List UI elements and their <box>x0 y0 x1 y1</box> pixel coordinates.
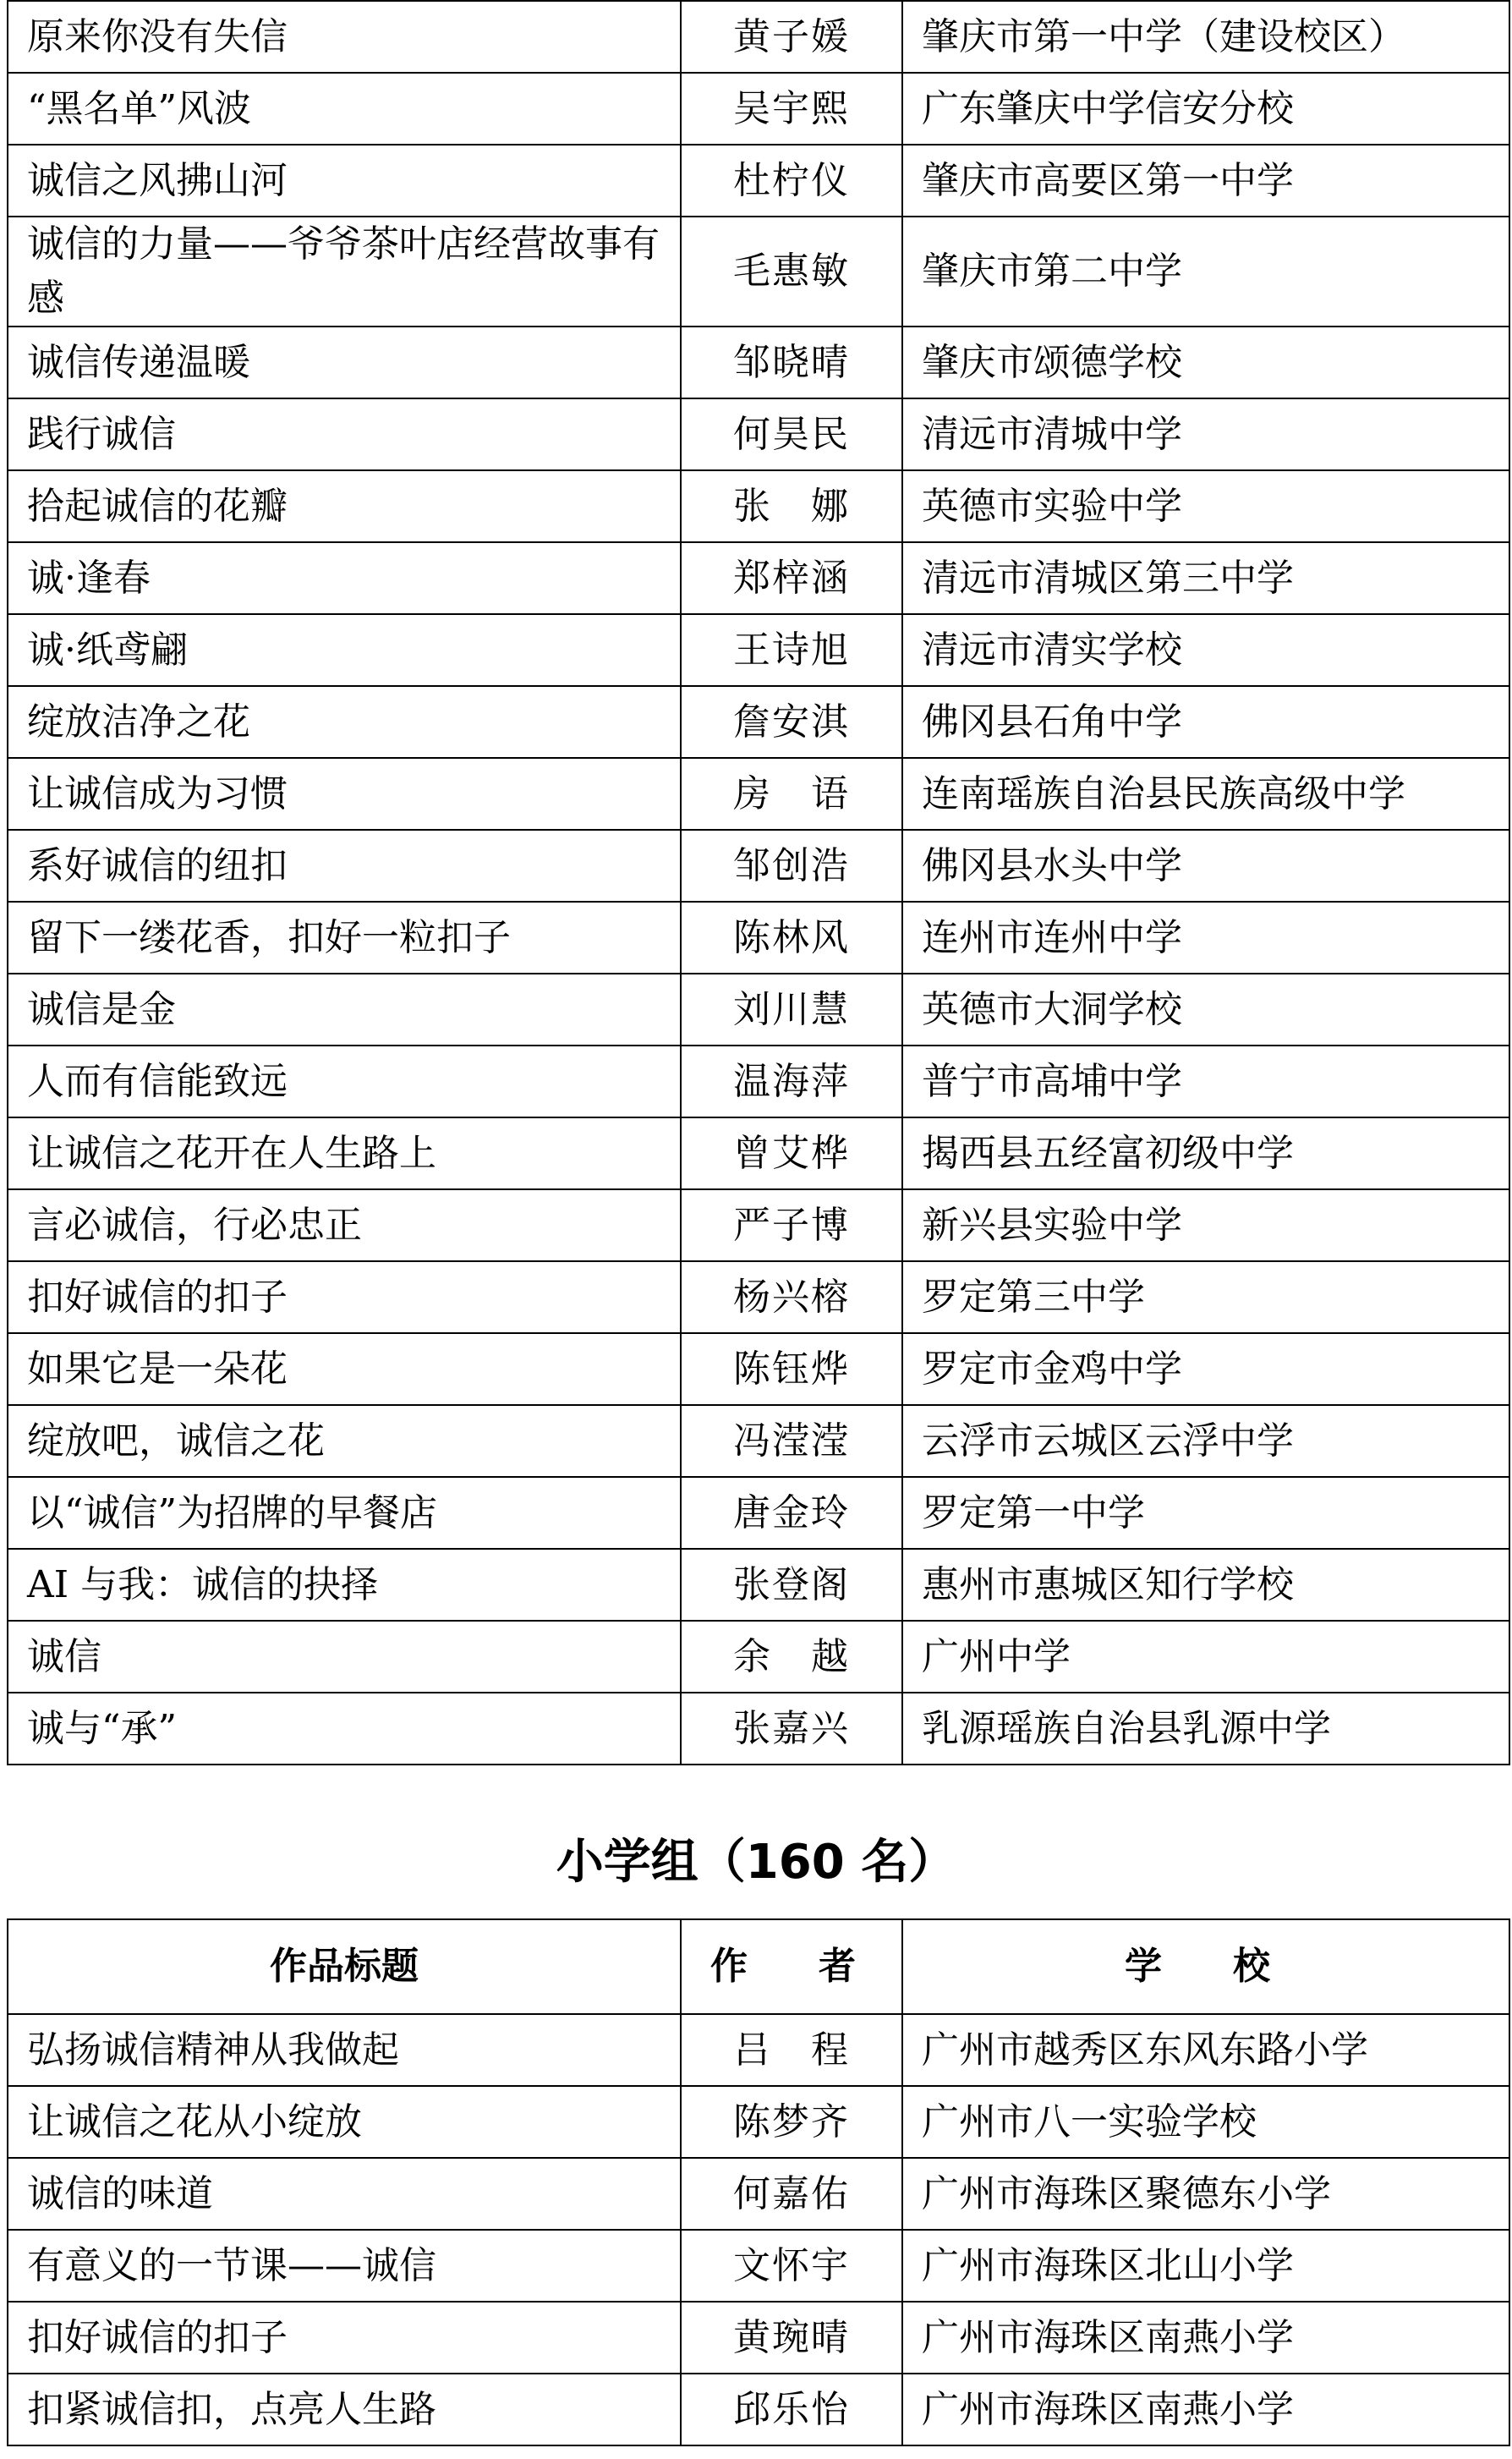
entry-title: “黑名单”风波 <box>8 73 681 145</box>
entry-school: 清远市清城区第三中学 <box>902 542 1509 614</box>
entry-author: 邹晓晴 <box>681 327 902 398</box>
entry-author: 王诗旭 <box>681 614 902 686</box>
entry-title: 让诚信成为习惯 <box>8 758 681 830</box>
entry-title: 如果它是一朵花 <box>8 1333 681 1405</box>
entry-school: 清远市清实学校 <box>902 614 1509 686</box>
entry-school: 英德市实验中学 <box>902 470 1509 542</box>
entry-title: 践行诚信 <box>8 398 681 470</box>
table-row <box>8 686 1509 758</box>
entry-author: 陈钰烨 <box>681 1333 902 1405</box>
entry-title: 诚·逢春 <box>8 542 681 614</box>
entry-author: 吕 程 <box>681 2014 902 2086</box>
entry-author: 唐金玲 <box>681 1477 902 1549</box>
table-row <box>8 614 1509 686</box>
entry-school: 肇庆市第一中学（建设校区） <box>902 1 1509 73</box>
header-school: 学 校 <box>902 1919 1509 2014</box>
entry-author: 杜柠仪 <box>681 145 902 217</box>
primary-table-header <box>8 1919 1509 2014</box>
entry-school: 广州市八一实验学校 <box>902 2086 1509 2158</box>
entry-title: 绽放吧，诚信之花 <box>8 1405 681 1477</box>
table-row <box>8 1405 1509 1477</box>
entry-school: 清远市清城中学 <box>902 398 1509 470</box>
table-row <box>8 1693 1509 1765</box>
table-row <box>8 2158 1509 2230</box>
entry-school: 广东肇庆中学信安分校 <box>902 73 1509 145</box>
entry-school: 广州市越秀区东风东路小学 <box>902 2014 1509 2086</box>
entry-title: 诚与“承” <box>8 1693 681 1765</box>
table-row <box>8 974 1509 1046</box>
table-row <box>8 73 1509 145</box>
entry-author: 严子博 <box>681 1189 902 1261</box>
entry-title: 留下一缕花香，扣好一粒扣子 <box>8 902 681 974</box>
entry-title: 诚·纸鸢翩 <box>8 614 681 686</box>
table-row <box>8 1046 1509 1117</box>
entry-title: 诚信 <box>8 1621 681 1693</box>
middle-school-award-table <box>7 0 1510 1765</box>
entry-title: 诚信的味道 <box>8 2158 681 2230</box>
entry-school: 广州市海珠区南燕小学 <box>902 2374 1509 2445</box>
entry-school: 广州市海珠区北山小学 <box>902 2230 1509 2302</box>
table-row <box>8 1117 1509 1189</box>
entry-school: 肇庆市高要区第一中学 <box>902 145 1509 217</box>
entry-author: 张登阁 <box>681 1549 902 1621</box>
entry-author: 陈林风 <box>681 902 902 974</box>
table-row <box>8 327 1509 398</box>
entry-author: 吴宇熙 <box>681 73 902 145</box>
entry-author: 何嘉佑 <box>681 2158 902 2230</box>
entry-school: 广州市海珠区聚德东小学 <box>902 2158 1509 2230</box>
entry-school: 肇庆市颂德学校 <box>902 327 1509 398</box>
entry-title: 诚信之风拂山河 <box>8 145 681 217</box>
entry-author: 黄子媛 <box>681 1 902 73</box>
entry-school: 罗定第三中学 <box>902 1261 1509 1333</box>
entry-title: 让诚信之花从小绽放 <box>8 2086 681 2158</box>
table-row <box>8 1261 1509 1333</box>
entry-school: 普宁市高埔中学 <box>902 1046 1509 1117</box>
header-row <box>8 1919 1509 2014</box>
table-row <box>8 1 1509 73</box>
entry-school: 佛冈县水头中学 <box>902 830 1509 902</box>
entry-school: 英德市大洞学校 <box>902 974 1509 1046</box>
entry-author: 詹安淇 <box>681 686 902 758</box>
entry-author: 邱乐怡 <box>681 2374 902 2445</box>
table-row <box>8 2230 1509 2302</box>
primary-school-award-table <box>7 1918 1510 2446</box>
table-row <box>8 758 1509 830</box>
entry-title: AI 与我：诚信的抉择 <box>8 1549 681 1621</box>
entry-author: 曾艾桦 <box>681 1117 902 1189</box>
table-row <box>8 1621 1509 1693</box>
entry-title: 系好诚信的纽扣 <box>8 830 681 902</box>
entry-title: 诚信传递温暖 <box>8 327 681 398</box>
table-row <box>8 2086 1509 2158</box>
entry-author: 杨兴榕 <box>681 1261 902 1333</box>
table-row <box>8 2302 1509 2374</box>
table-row <box>8 217 1509 327</box>
entry-author: 郑梓涵 <box>681 542 902 614</box>
entry-school: 连州市连州中学 <box>902 902 1509 974</box>
table-row <box>8 398 1509 470</box>
entry-school: 云浮市云城区云浮中学 <box>902 1405 1509 1477</box>
entry-author: 冯滢滢 <box>681 1405 902 1477</box>
primary-school-table-body <box>8 2014 1509 2445</box>
entry-author: 余 越 <box>681 1621 902 1693</box>
table-row <box>8 830 1509 902</box>
entry-author: 毛惠敏 <box>681 217 902 327</box>
table-row <box>8 2374 1509 2445</box>
entry-title: 诚信是金 <box>8 974 681 1046</box>
entry-title: 原来你没有失信 <box>8 1 681 73</box>
table-row <box>8 1549 1509 1621</box>
entry-school: 乳源瑶族自治县乳源中学 <box>902 1693 1509 1765</box>
entry-title: 人而有信能致远 <box>8 1046 681 1117</box>
entry-title: 让诚信之花开在人生路上 <box>8 1117 681 1189</box>
entry-title: 诚信的力量——爷爷茶叶店经营故事有感 <box>8 217 681 327</box>
entry-school: 广州中学 <box>902 1621 1509 1693</box>
entry-title: 扣好诚信的扣子 <box>8 1261 681 1333</box>
entry-title: 绽放洁净之花 <box>8 686 681 758</box>
entry-author: 邹创浩 <box>681 830 902 902</box>
entry-school: 揭西县五经富初级中学 <box>902 1117 1509 1189</box>
entry-title: 扣紧诚信扣，点亮人生路 <box>8 2374 681 2445</box>
table-row <box>8 470 1509 542</box>
table-row <box>8 2014 1509 2086</box>
entry-title: 以“诚信”为招牌的早餐店 <box>8 1477 681 1549</box>
section-title-primary: 小学组（160 名） <box>556 1835 956 1890</box>
table-row <box>8 542 1509 614</box>
entry-title: 有意义的一节课——诚信 <box>8 2230 681 2302</box>
header-title: 作品标题 <box>8 1919 681 2014</box>
table-row <box>8 145 1509 217</box>
entry-author: 陈梦齐 <box>681 2086 902 2158</box>
entry-author: 何昊民 <box>681 398 902 470</box>
entry-author: 刘川慧 <box>681 974 902 1046</box>
middle-school-table-body <box>8 1 1509 1765</box>
entry-author: 温海萍 <box>681 1046 902 1117</box>
entry-school: 广州市海珠区南燕小学 <box>902 2302 1509 2374</box>
entry-author: 黄琬晴 <box>681 2302 902 2374</box>
table-row <box>8 902 1509 974</box>
table-row <box>8 1477 1509 1549</box>
entry-title: 弘扬诚信精神从我做起 <box>8 2014 681 2086</box>
entry-author: 房 语 <box>681 758 902 830</box>
entry-author: 张 娜 <box>681 470 902 542</box>
table-row <box>8 1189 1509 1261</box>
entry-title: 拾起诚信的花瓣 <box>8 470 681 542</box>
entry-school: 肇庆市第二中学 <box>902 217 1509 327</box>
entry-title: 言必诚信，行必忠正 <box>8 1189 681 1261</box>
header-author: 作 者 <box>681 1919 902 2014</box>
table-row <box>8 1333 1509 1405</box>
entry-author: 文怀宇 <box>681 2230 902 2302</box>
entry-school: 惠州市惠城区知行学校 <box>902 1549 1509 1621</box>
entry-school: 罗定第一中学 <box>902 1477 1509 1549</box>
entry-school: 连南瑶族自治县民族高级中学 <box>902 758 1509 830</box>
entry-school: 罗定市金鸡中学 <box>902 1333 1509 1405</box>
entry-author: 张嘉兴 <box>681 1693 902 1765</box>
entry-school: 新兴县实验中学 <box>902 1189 1509 1261</box>
entry-school: 佛冈县石角中学 <box>902 686 1509 758</box>
entry-title: 扣好诚信的扣子 <box>8 2302 681 2374</box>
